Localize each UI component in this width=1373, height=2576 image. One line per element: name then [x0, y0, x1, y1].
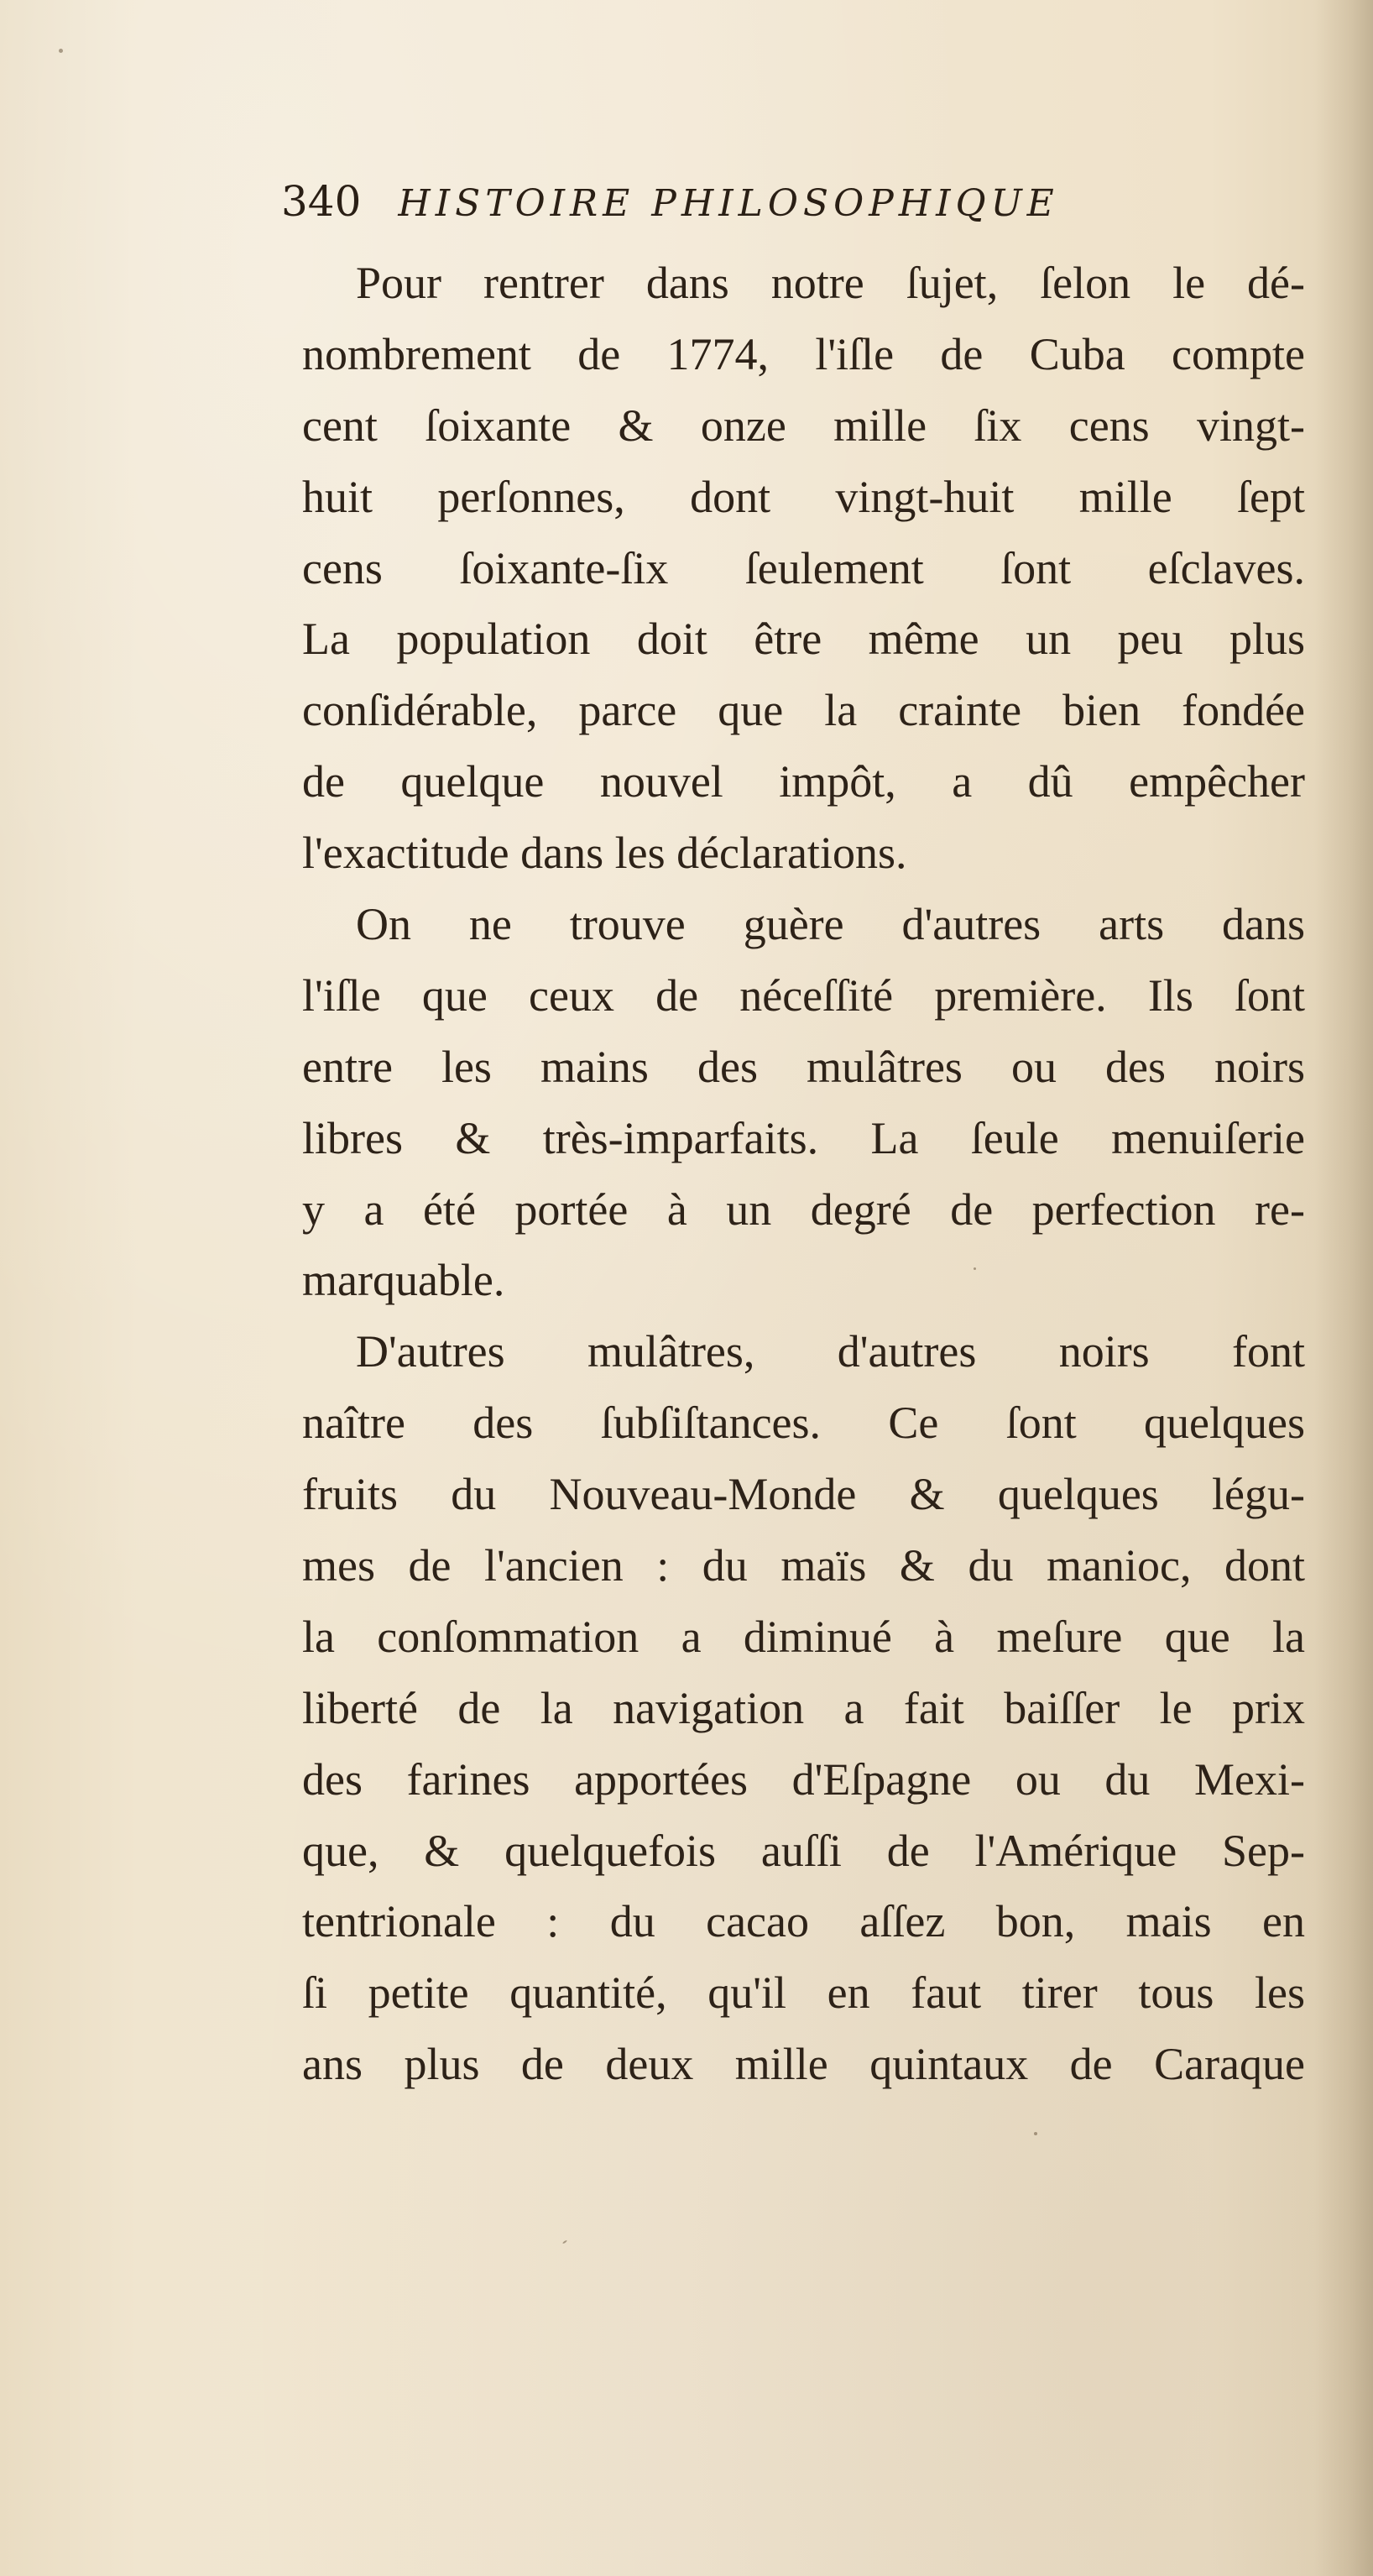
- paper-speck: [59, 49, 63, 53]
- text-line: nombrement de 1774, l'iſle de Cuba compte: [302, 328, 1305, 379]
- text-line: entre les mains des mulâtres ou des noirs: [302, 1041, 1305, 1092]
- text-line: que, & quelquefois auſſi de l'Amérique Sep-: [302, 1825, 1305, 1876]
- text-line: conſidérable, parce que la crainte bien fondée: [302, 685, 1305, 736]
- text-line: cens ſoixante-ſix ſeulement ſont eſclaves.: [302, 542, 1305, 593]
- text-line: naître des ſubſiſtances. Ce ſont quelques: [302, 1398, 1305, 1449]
- text-line: La population doit être même un peu plus: [302, 614, 1305, 665]
- page-gutter-shadow: [1314, 0, 1373, 2576]
- running-title: HISTOIRE PHILOSOPHIQUE: [398, 182, 1059, 225]
- text-line: des farines apportées d'Eſpagne ou du Mexi-: [302, 1753, 1305, 1805]
- text-line: ſi petite quantité, qu'il en faut tirer tous les: [302, 1967, 1305, 2019]
- text-line: y a été portée à un degré de perfection re-: [302, 1183, 1305, 1235]
- text-line: liberté de la navigation a fait baiſſer le prix: [302, 1682, 1305, 1733]
- text-line: libres & très-imparfaits. La ſeule menuiſerie: [302, 1112, 1305, 1163]
- page-number: 340: [281, 177, 362, 226]
- paper-speck: [562, 2239, 567, 2244]
- text-line: ans plus de deux mille quintaux de Caraque: [302, 2039, 1305, 2090]
- text-line: mes de l'ancien : du maïs & du manioc, dont: [302, 1540, 1305, 1591]
- text-line: de quelque nouvel impôt, a dû empêcher: [302, 756, 1305, 807]
- body-text: [302, 248, 1305, 2100]
- text-line: huit perſonnes, dont vingt-huit mille ſept: [302, 471, 1305, 522]
- text-line: On ne trouve guère d'autres arts dans: [356, 899, 1305, 950]
- text-line: D'autres mulâtres, d'autres noirs font: [356, 1326, 1305, 1377]
- text-line: l'iſle que ceux de néceſſité première. Ils ſont: [302, 969, 1305, 1021]
- text-line: Pour rentrer dans notre ſujet, ſelon le dé-: [356, 258, 1305, 308]
- text-line: marquable.: [302, 1255, 505, 1306]
- text-line: cent ſoixante & onze mille ſix cens vingt-: [302, 400, 1305, 451]
- text-line: tentrionale : du cacao aſſez bon, mais en: [302, 1896, 1305, 1947]
- text-line: fruits du Nouveau-Monde & quelques légu-: [302, 1469, 1305, 1520]
- paper-speck: [1034, 2132, 1037, 2135]
- text-line: la conſommation a diminué à meſure que la: [302, 1611, 1305, 1662]
- running-head: [281, 168, 1322, 235]
- text-line: l'exactitude dans les déclarations.: [302, 828, 907, 879]
- paper-speck: [974, 1267, 976, 1270]
